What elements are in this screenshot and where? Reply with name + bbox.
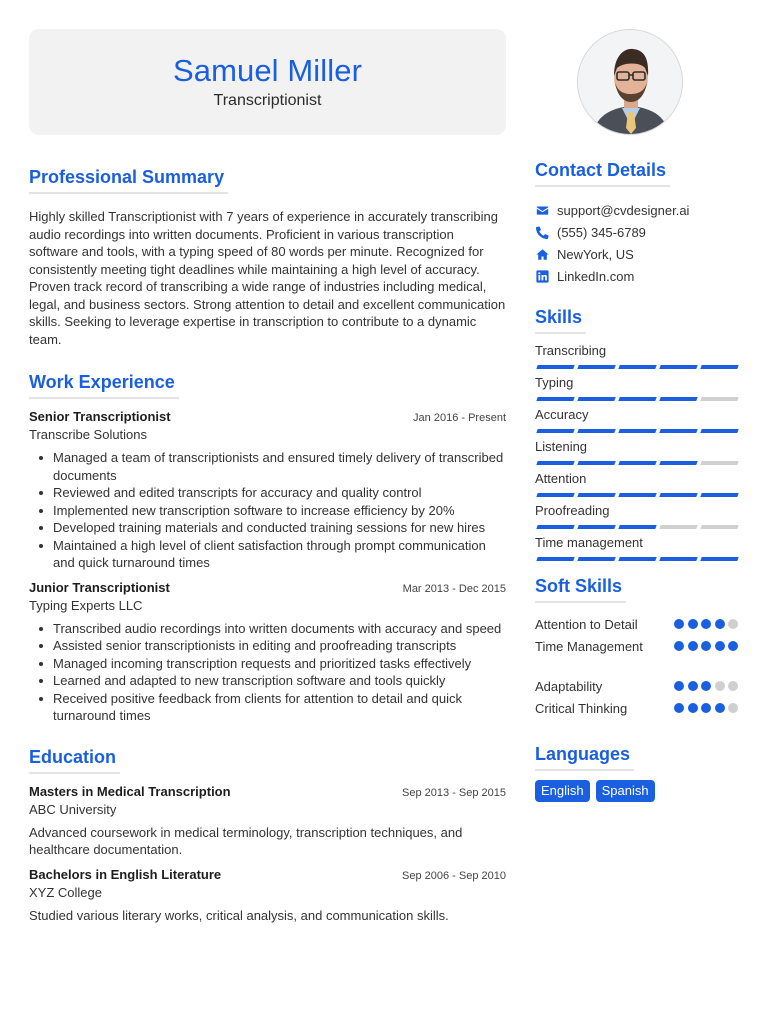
soft-skill-rating [674,681,738,691]
rating-dot-icon [728,619,738,629]
contact-value: NewYork, US [557,246,634,262]
skill-name: Proofreading [535,503,610,518]
skill-level-segment [536,461,574,465]
home-icon [535,247,549,261]
skill-level-segment [659,525,697,529]
skill-level-segment [618,557,656,561]
skill-level-bar [537,525,740,529]
section-heading: Work Experience [29,370,179,399]
language-badge: Spanish [596,780,655,802]
rating-dot-icon [728,641,738,651]
rating-dot-icon [701,703,711,713]
rating-dot-icon [715,703,725,713]
list-item: Transcribed audio recordings into written documents with accuracy and speed [53,620,506,638]
list-item: Managed a team of transcriptionists and ensured timely delivery of transcribed documents [53,449,506,484]
rating-dot-icon [688,703,698,713]
skill-level-segment [618,525,656,529]
soft-skill-name: Critical Thinking [535,700,628,716]
contact-value: LinkedIn.com [557,268,635,284]
section-heading: Languages [535,742,634,771]
degree: Bachelors in English Literature [29,866,222,882]
education-description: Advanced coursework in medical terminology, transcription techniques, and healthcare documentation. [29,824,463,857]
list-item: Implemented new transcription software to increase efficiency by 20% [53,502,506,520]
skill-level-bar [537,461,740,465]
section-heading: Professional Summary [29,165,228,194]
summary-section [29,165,506,348]
skill-level-segment [659,557,697,561]
contact-phone[interactable] [535,221,740,243]
skill-item [535,502,740,534]
section-heading: Contact Details [535,158,670,187]
list-item: Reviewed and edited transcripts for accuracy and quality control [53,484,506,502]
languages-section [535,742,740,802]
profile-photo [578,30,683,135]
skills-section [535,305,740,566]
list-item: Learned and adapted to new transcription software and tools quickly [53,672,506,690]
education-entry [29,866,506,925]
skill-level-segment [536,397,574,401]
list-item: Maintained a high level of client satisfaction through prompt communication and quick turnaround times [53,537,506,572]
candidate-name: Samuel Miller [172,53,363,88]
skill-level-segment [700,397,738,401]
list-item: Managed incoming transcription requests and prioritized tasks effectively [53,655,506,673]
skill-name: Typing [535,375,574,390]
skill-item [535,438,740,470]
skill-level-segment [536,557,574,561]
section-heading: Education [29,745,120,774]
soft-skill-name: Adaptability [535,678,603,694]
skill-item [535,406,740,438]
contact-section [535,158,740,287]
soft-skill-item [535,635,740,657]
soft-skill-item [535,697,740,719]
skill-item [535,534,740,566]
job-entry [29,408,506,572]
main-column [29,164,506,924]
skill-level-bar [537,429,740,433]
list-item: Developed training materials and conducted training sessions for new hires [53,519,506,537]
skill-level-segment [618,429,656,433]
degree: Masters in Medical Transcription [29,783,231,799]
skill-name: Listening [535,439,588,454]
job-entry [29,579,506,725]
contact-location [535,243,740,265]
soft-skill-item [535,613,740,635]
job-bullets [29,620,506,725]
education-entry [29,783,506,859]
skill-item [535,342,740,374]
header-card [29,29,506,135]
languages-list [535,780,740,802]
skill-level-segment [659,429,697,433]
job-bullets [29,449,506,572]
skill-name: Transcribing [535,343,607,358]
phone-icon [535,225,549,239]
school: XYZ College [29,884,102,900]
skill-level-segment [536,365,574,369]
rating-dot-icon [701,641,711,651]
job-role: Senior Transcriptionist [29,409,171,424]
skill-level-segment [577,461,615,465]
skill-level-segment [577,493,615,497]
skill-level-segment [700,429,738,433]
skill-level-bar [537,397,740,401]
skill-level-segment [577,429,615,433]
skill-level-segment [700,557,738,561]
skill-level-segment [659,397,697,401]
rating-dot-icon [688,681,698,691]
linkedin-icon [535,269,549,283]
skill-level-segment [577,365,615,369]
skill-level-segment [700,493,738,497]
skill-level-segment [618,365,656,369]
skill-level-segment [577,397,615,401]
rating-dot-icon [674,681,684,691]
envelope-icon [535,203,549,217]
job-dates: Mar 2013 - Dec 2015 [402,582,506,595]
rating-dot-icon [715,641,725,651]
soft-skill-name: Attention to Detail [535,616,638,632]
education-dates: Sep 2013 - Sep 2015 [402,786,506,799]
rating-dot-icon [674,703,684,713]
rating-dot-icon [674,641,684,651]
contact-value: (555) 345-6789 [557,224,646,240]
rating-dot-icon [715,681,725,691]
candidate-title: Transcriptionist [213,92,322,109]
section-heading: Soft Skills [535,574,626,603]
skill-level-bar [537,557,740,561]
rating-dot-icon [701,619,711,629]
rating-dot-icon [715,619,725,629]
soft-skill-rating [674,619,738,629]
job-dates: Jan 2016 - Present [413,412,506,424]
rating-dot-icon [688,619,698,629]
skill-level-segment [659,365,697,369]
list-item: Received positive feedback from clients for attention to detail and quick turnaround times [53,690,506,725]
school: ABC University [29,801,117,817]
avatar [577,29,683,135]
soft-skills-list [535,613,740,719]
skill-level-segment [536,525,574,529]
skill-level-segment [618,493,656,497]
skill-level-segment [700,525,738,529]
skill-level-segment [536,429,574,433]
language-badge: English [535,780,590,802]
skill-level-segment [577,557,615,561]
soft-skill-rating [674,641,738,651]
soft-skill-item [535,675,740,697]
soft-skills-section [535,574,740,719]
rating-dot-icon [701,681,711,691]
skill-level-segment [577,525,615,529]
rating-dot-icon [728,703,738,713]
education-dates: Sep 2006 - Sep 2010 [402,869,506,882]
skill-level-segment [536,493,574,497]
skill-level-segment [618,397,656,401]
rating-dot-icon [728,681,738,691]
contact-linkedin[interactable] [535,265,740,287]
skill-name: Attention [535,471,587,486]
skill-item [535,470,740,502]
skill-level-segment [700,461,738,465]
list-item: Assisted senior transcriptionists in editing and proofreading transcripts [53,637,506,655]
soft-skill-name: Time Management [535,638,643,654]
rating-dot-icon [674,619,684,629]
sidebar-column [535,158,740,802]
soft-skill-rating [674,703,738,713]
skills-list [535,342,740,566]
skill-item [535,374,740,406]
skill-level-bar [537,365,740,369]
education-section [29,745,506,925]
skill-name: Accuracy [535,407,589,422]
job-company: Transcribe Solutions [29,427,148,442]
skill-level-segment [659,461,697,465]
contact-email[interactable] [535,199,740,221]
job-company: Typing Experts LLC [29,597,143,613]
summary-text: Highly skilled Transcriptionist with 7 years of experience in accurately transcribing audio recordings into written documents. Proficient in various transcription software and tools, with a typing speed of 80 words per minute. Recognized for consistently meeting tight deadlines while maintaining a high level of accuracy. Proven track record of transcribing a wide range of industries including medical, legal, and business sectors. Strong attention to detail and excellent communication skills. Seeking to leverage expertise in transcription to contribute to a dynamic team. [29,209,506,347]
job-role: Junior Transcriptionist [29,579,170,595]
skill-level-segment [659,493,697,497]
skill-level-segment [700,365,738,369]
skill-level-bar [537,493,740,497]
rating-dot-icon [688,641,698,651]
education-description: Studied various literary works, critical analysis, and communication skills. [29,907,449,923]
skill-name: Time management [535,535,643,550]
skill-level-segment [618,461,656,465]
section-heading: Skills [535,305,586,334]
work-section [29,370,506,725]
contact-value: support@cvdesigner.ai [557,202,690,218]
